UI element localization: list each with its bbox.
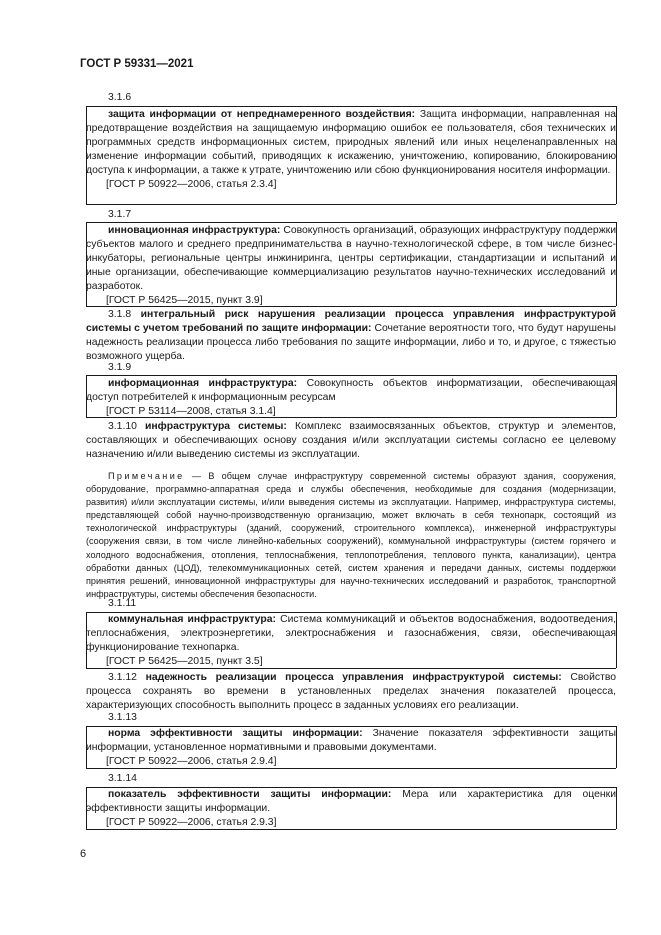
entry-number: 3.1.13 [108, 712, 137, 723]
entry-number: 3.1.14 [108, 773, 137, 784]
term: коммунальная инфраструктура: [108, 614, 277, 625]
definition: Комплекс взаимосвязанных объектов, структур и элементов, составляющих и обеспечивающих основу создания и/или эксплуатации системы согласно ее целевому назначению и/или выведению системы из эксплуатации. [86, 421, 617, 460]
note-text: — В общем случае инфраструктуру современной системы образуют здания, сооружения, оборудование, программно-аппаратная среда и службы обеспечения, необходимые для создания (модернизации, развития) и/или эксплуатации системы, и/или выведения системы из эксплуатации. Например, инфраструктура системы, представляющей собой научно-производственную организацию, может включать в себя технопарк, состоящий из технологической инфраструктуры (зданий, сооружений, строительного комплекса), инженерной инфраструктуры (сооружения связи, в том числе линейно-кабельных сооружений), коммунальной инфраструктуры (систем горячего и холодного водоснабжения, отопления, теплоснабжения, теплопотребления, теплового пункта, канализации), центра обработки данных (ЦОД), телекоммуникационных сетей, систем хранения и передачи данных, системы поддержки принятия решений, инновационной инфраструктуры для научно-технических исследований и разработок, транспортной инфраструктуры, системы обеспечения безопасности. [86, 471, 616, 599]
frame-top-line [86, 106, 616, 107]
note-label: Примечание [108, 471, 185, 481]
term: информационная инфраструктура: [108, 378, 298, 389]
frame-top-line [86, 375, 616, 376]
frame-bottom-line [86, 668, 616, 669]
term-entry [86, 308, 616, 364]
term: инфраструктура системы: [145, 421, 287, 432]
term-entry [86, 613, 616, 669]
definition: Совокупность объектов информатизации, обеспечивающая доступ потребителей к информационным ресурсам [86, 378, 616, 403]
term-entry [86, 377, 616, 419]
term-entry [86, 420, 616, 462]
term: показатель эффективности защиты информации: [108, 789, 392, 800]
page-number: 6 [80, 848, 87, 860]
entry-number: 3.1.12 [108, 672, 137, 683]
term: интегральный риск нарушения реализации процесса управления инфраструктурой системы с учетом требований по защите информации: [86, 309, 616, 334]
frame-right-line [616, 787, 617, 829]
entry-number: 3.1.9 [108, 362, 132, 373]
definition: Система коммуникаций и объектов водоснабжения, водоотведения, теплоснабжения, электроэнергетики, электроснабжения и газоснабжения, связи, обеспечивающая функционирование технопарка. [86, 614, 616, 653]
frame-right-line [616, 612, 617, 668]
term: норма эффективности защиты информации: [108, 728, 363, 739]
note [86, 470, 616, 601]
frame-top-line [86, 222, 616, 223]
entry-number: 3.1.10 [108, 421, 137, 432]
frame-bottom-line [86, 417, 616, 418]
source-reference: [ГОСТ Р 56425—2015, пункт 3.9] [106, 295, 263, 306]
entry-number: 3.1.6 [108, 92, 132, 103]
entry-number: 3.1.7 [108, 209, 132, 220]
entry-number: 3.1.11 [108, 598, 137, 609]
definition: Защита информации, направленная на предотвращение воздействия на защищаемую информацию ошибок ее пользователя, сбоя технических и программных средств информационных систем, природных явлений или иных нецеленаправленных на изменение информации событий, приводящих к искажению, уничтожению, копированию, блокированию доступа к информации, а также к утрате, уничтожению или сбою функционирования носителя информации. [86, 109, 616, 176]
term-entry [86, 727, 616, 769]
source-reference: [ГОСТ Р 50922—2006, статья 2.3.4] [106, 179, 277, 190]
term-entry [86, 788, 616, 830]
page-header: ГОСТ Р 59331—2021 [80, 58, 194, 70]
frame-right-line [616, 222, 617, 306]
source-reference: [ГОСТ Р 50922—2006, статья 2.9.4] [106, 756, 277, 767]
definition: Мера или характеристика для оценки эффективности защиты информации. [86, 789, 616, 814]
entry-number: 3.1.8 [108, 309, 132, 320]
term: защита информации от непреднамеренного воздействия: [108, 109, 416, 120]
frame-right-line [616, 726, 617, 768]
definition: Совокупность организаций, образующих инфраструктуру поддержки субъектов малого и среднего предпринимательства в научно-технологической сфере, в том числе бизнес-инкубаторы, региональные центры инжиниринга, центры сертификации, стандартизации и испытаний и иные организации, обеспечивающие коммерциализацию результатов научно-технических исследований и разработок. [86, 225, 616, 292]
source-reference: [ГОСТ Р 50922—2006, статья 2.9.3] [106, 817, 277, 828]
term: надежность реализации процесса управления инфраструктурой системы: [145, 672, 562, 683]
frame-right-line [616, 375, 617, 417]
source-reference: [ГОСТ Р 53114—2008, статья 3.1.4] [106, 406, 276, 417]
definition: Сочетание вероятности того, что будут нарушены надежность реализации процесса либо требования по защите информации, либо и то, и другое, с тяжестью возможного ущерба. [86, 323, 616, 362]
definition: Значение показателя эффективности защиты информации, установленное нормативными и правовыми документами. [86, 728, 616, 753]
frame-right-line [616, 106, 617, 204]
source-reference: [ГОСТ Р 56425—2015, пункт 3.5] [106, 656, 263, 667]
term: инновационная инфраструктура: [108, 225, 281, 236]
frame-bottom-line [86, 306, 616, 307]
term-entry [86, 671, 616, 713]
term-entry [86, 224, 616, 308]
definition: Свойство процесса сохранять во времени в установленных пределах значения показателей процесса, характеризующих способность выполнить процесс в заданных условиях его реализации. [86, 672, 617, 711]
frame-bottom-line [86, 829, 616, 830]
frame-bottom-line [86, 204, 616, 205]
term-entry [86, 108, 616, 192]
frame-bottom-line [86, 768, 616, 769]
